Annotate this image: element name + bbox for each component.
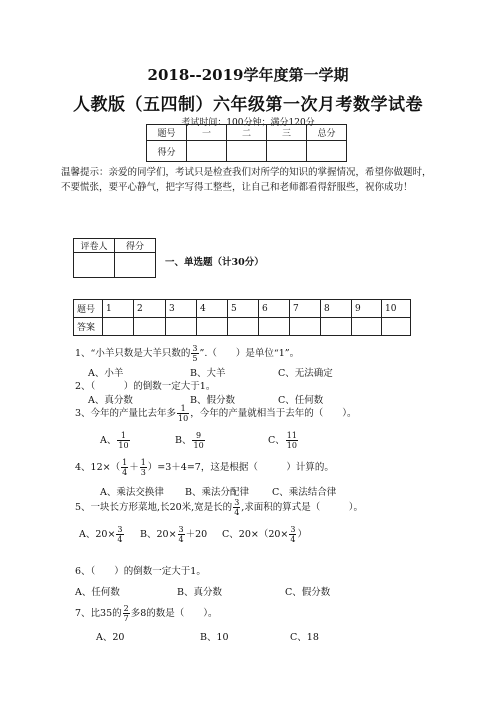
score-cell: [227, 141, 267, 162]
answer-cell: [259, 318, 290, 336]
answer-header-cell: 2: [134, 300, 166, 318]
question-6: 6、（ ）的倒数一定大于1。: [75, 566, 206, 577]
exam-title: 人教版（五四制）六年级第一次月考数学试卷: [73, 95, 423, 115]
option-b: [140, 525, 207, 544]
question-7: [75, 604, 218, 623]
section-title: 一、单选题（计30分）: [165, 257, 264, 268]
fraction-denominator: 5: [192, 354, 198, 363]
option-b: B、乘法分配律: [185, 487, 249, 498]
option-c: C、任何数: [278, 395, 324, 406]
question-text: 1、“小羊只数是大羊只数的: [75, 348, 191, 359]
fraction: [140, 458, 147, 477]
answer-header-cell: 8: [321, 300, 352, 318]
score-header-cell: 二: [227, 125, 267, 141]
question-text: 5、一块长方形菜地,长20米,宽是长的: [75, 502, 233, 513]
answer-header-cell: 1: [103, 300, 134, 318]
grader-header: 评卷人: [74, 239, 115, 253]
option-c: C、18: [290, 632, 319, 643]
grader-score-header: 得分: [115, 239, 156, 253]
fraction-numerator: 3: [117, 525, 123, 534]
answer-table: [73, 299, 411, 336]
fraction-denominator: 10: [193, 441, 204, 450]
fraction: [192, 431, 204, 450]
question-4: [75, 458, 334, 477]
answer-header-cell: 7: [290, 300, 321, 318]
answer-cell: [352, 318, 382, 336]
option-label: B、: [175, 435, 192, 446]
fraction-denominator: 10: [118, 441, 129, 450]
option-a: A、小羊: [88, 368, 124, 379]
option-a: A、任何数: [75, 587, 120, 598]
fraction-numerator: 3: [178, 525, 184, 534]
fraction-numerator: 3: [234, 498, 240, 507]
fraction-numerator: 1: [177, 404, 189, 414]
fraction-denominator: 7: [123, 614, 129, 623]
question-5: [75, 498, 363, 517]
fraction-numerator: 3: [290, 525, 296, 534]
fraction-denominator: 3: [140, 468, 146, 477]
question-text: 7、比35的: [75, 608, 122, 619]
answer-cell: [321, 318, 352, 336]
option-label: C、: [268, 435, 285, 446]
question-text: ,求面积的算式是（ ）。: [241, 502, 364, 513]
option-label: B、20×: [140, 529, 177, 540]
answer-header-cell: 6: [259, 300, 290, 318]
option-c: C、乘法结合律: [272, 487, 337, 498]
option-c: [222, 525, 307, 544]
fraction: [233, 498, 240, 517]
answer-cell: [103, 318, 134, 336]
option-b: B、10: [200, 632, 229, 643]
option-label: C、20×（20×: [222, 529, 289, 540]
fraction-numerator: 11: [286, 431, 297, 440]
answer-header-cell: 9: [352, 300, 382, 318]
option-a: [100, 431, 131, 450]
option-c: [268, 431, 299, 450]
option-label: A、20×: [79, 529, 116, 540]
fraction: [177, 404, 189, 423]
score-header-cell: 题号: [147, 125, 187, 141]
option-b: B、大羊: [190, 368, 226, 379]
answer-cell: [134, 318, 166, 336]
fraction-denominator: 10: [178, 414, 189, 423]
answer-cell: [382, 318, 411, 336]
score-label-cell: 得分: [147, 141, 187, 162]
answer-header-cell: 4: [197, 300, 228, 318]
option-label: A、: [100, 435, 117, 446]
answer-cell: [197, 318, 228, 336]
answer-header-cell: 10: [382, 300, 411, 318]
fraction-denominator: 4: [290, 535, 296, 544]
fraction: [191, 344, 198, 363]
option-c: C、假分数: [285, 587, 331, 598]
score-cell: [267, 141, 307, 162]
option-a: A、20: [96, 632, 125, 643]
exam-info: 考试时间：100分钟；满分120分: [181, 118, 315, 128]
answer-header-cell: 题号: [74, 300, 103, 318]
score-header-cell: 三: [267, 125, 307, 141]
fraction-numerator: 1: [117, 431, 129, 441]
answer-header-cell: 3: [166, 300, 197, 318]
fraction: [117, 431, 129, 450]
exam-tip: 温馨提示：亲爱的同学们，考试只是检查我们对所学的知识的掌握情况，希望你做题时，不要慌张，要平心静气，把字写得工整些，让自己和老师都看得舒服些，祝你成功！: [61, 167, 432, 193]
grader-cell: [74, 253, 115, 278]
question-text: ，今年的产量就相当于去年的（ ）。: [190, 408, 357, 419]
question-3: [75, 404, 357, 423]
plus-sign: ＋: [129, 462, 139, 473]
fraction: [121, 458, 128, 477]
fraction-numerator: 2: [123, 604, 129, 613]
fraction: [178, 525, 185, 544]
grader-score-cell: [115, 253, 156, 278]
question-text: 多8的数是（ ）。: [130, 608, 218, 619]
option-b: B、真分数: [177, 587, 222, 598]
option-suffix: ）: [297, 529, 307, 540]
score-cell: [187, 141, 227, 162]
option-b: [175, 431, 206, 450]
answer-cell: [228, 318, 259, 336]
fraction-numerator: 9: [192, 431, 204, 441]
option-a: [79, 525, 125, 544]
fraction: [286, 431, 298, 450]
answer-cell: [290, 318, 321, 336]
fraction-numerator: 1: [140, 458, 146, 467]
fraction-denominator: 4: [234, 508, 240, 517]
fraction: [289, 525, 296, 544]
fraction-denominator: 4: [122, 468, 128, 477]
option-suffix: ＋20: [185, 529, 208, 540]
fraction: [116, 525, 123, 544]
question-text: 4、12×（: [75, 462, 121, 473]
fraction-denominator: 4: [178, 535, 184, 544]
option-c: C、无法确定: [278, 368, 333, 379]
option-b: B、假分数: [190, 395, 235, 406]
question-text: ）=3＋4=7，这是根据（ ）计算的。: [147, 462, 334, 473]
score-header-cell: 一: [187, 125, 227, 141]
fraction-denominator: 10: [286, 441, 297, 450]
answer-cell: [166, 318, 197, 336]
option-a: A、真分数: [88, 395, 133, 406]
exam-year-title: 2018--2019学年度第一学期: [147, 66, 349, 84]
score-header-cell: 总分: [307, 125, 347, 141]
fraction-numerator: 3: [192, 344, 198, 353]
score-table: [146, 124, 347, 162]
fraction-numerator: 1: [122, 458, 128, 467]
question-text: 3、今年的产量比去年多: [75, 408, 177, 419]
option-a: A、乘法交换律: [100, 487, 164, 498]
answer-label-cell: 答案: [74, 318, 103, 336]
question-1: [75, 344, 299, 363]
fraction: [123, 604, 130, 623]
score-cell: [307, 141, 347, 162]
fraction-denominator: 4: [117, 535, 123, 544]
answer-header-cell: 5: [228, 300, 259, 318]
question-2: 2、（ ）的倒数一定大于1。: [75, 381, 216, 392]
question-text: ”.（ ）是单位“1”。: [199, 348, 300, 359]
grader-table: [73, 238, 156, 278]
